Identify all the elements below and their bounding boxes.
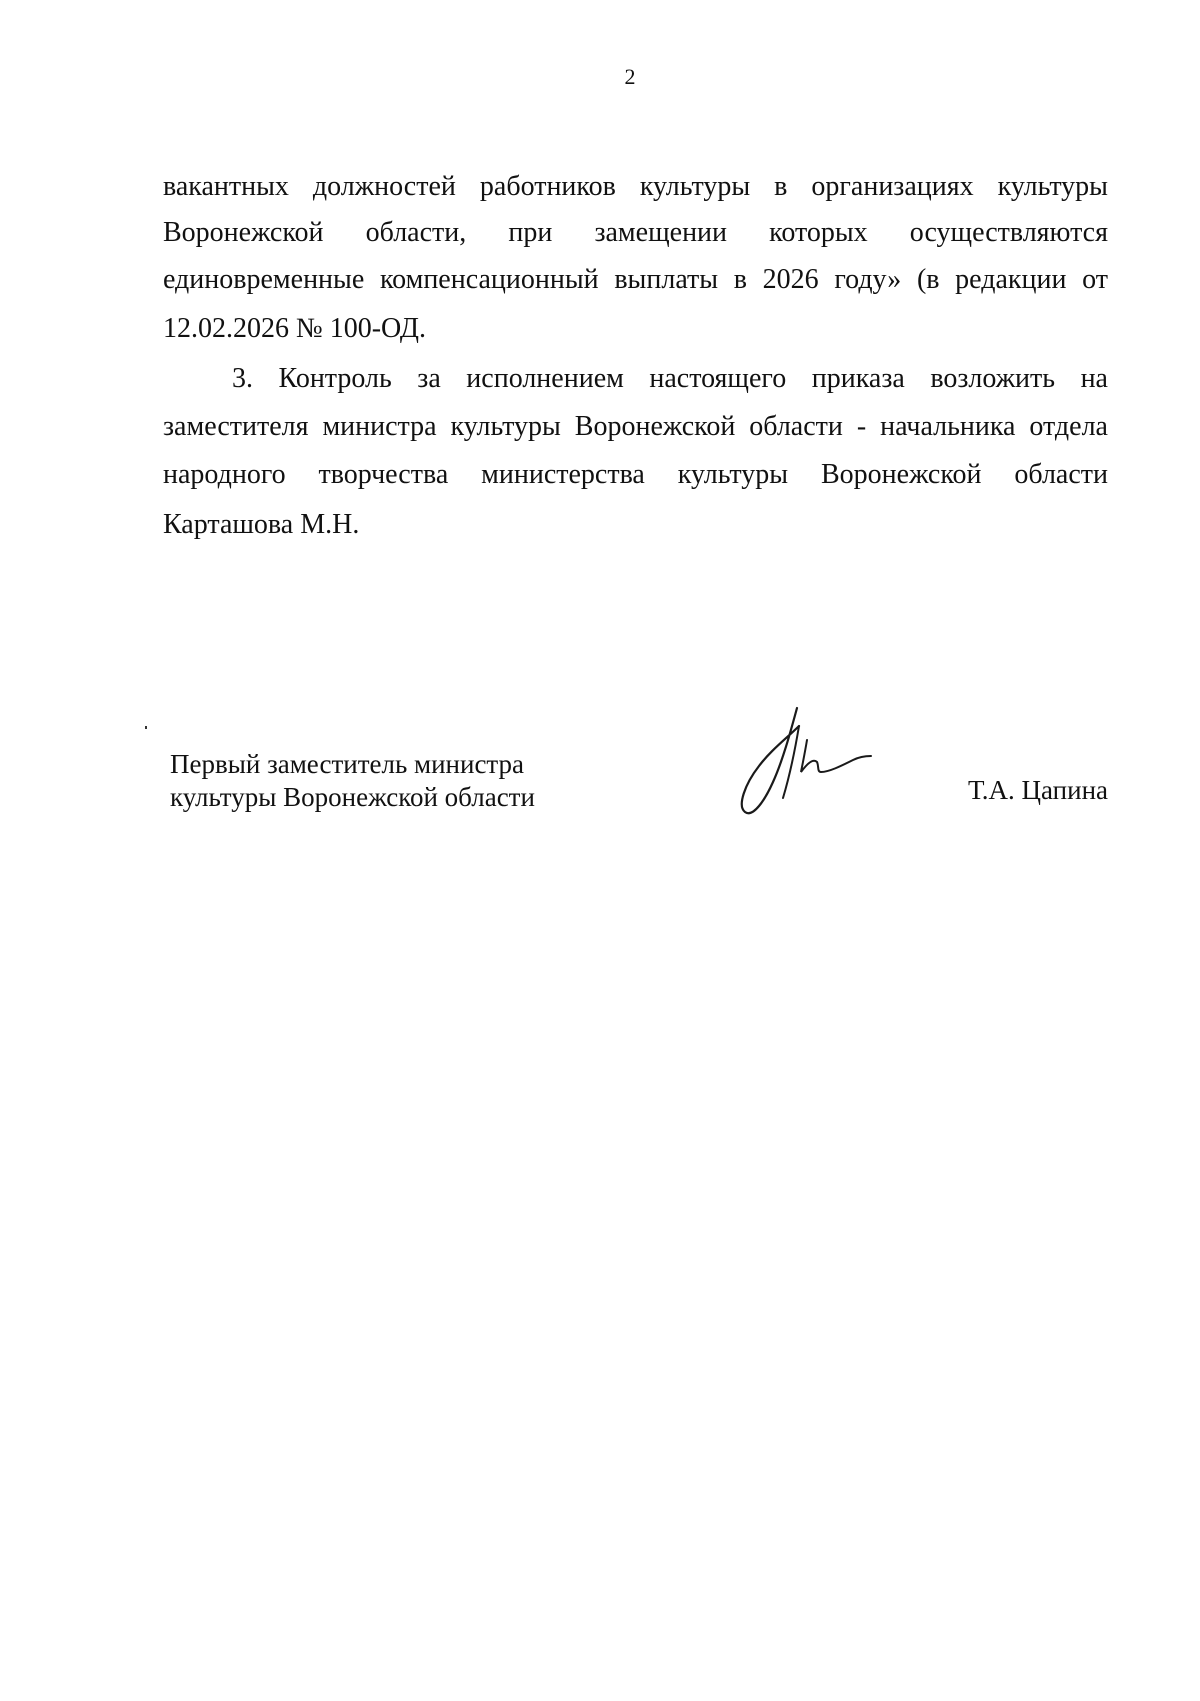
scan-mark: [145, 726, 147, 729]
signatory-position-line-1: Первый заместитель министра: [170, 749, 525, 779]
body-line-4: 12.02.2026 № 100-ОД.: [163, 313, 426, 344]
paragraph-3-line-4: Карташова М.Н.: [163, 509, 360, 540]
body-line-2: Воронежской области, при замещении которых осуществляются: [163, 217, 1108, 248]
paragraph-3-line-3: народного творчества министерства культуры Воронежской области: [163, 459, 1108, 490]
paragraph-3-line-1: 3. Контроль за исполнением настоящего приказа возложить на: [232, 363, 1108, 394]
handwritten-signature-icon: [725, 700, 875, 830]
signatory-position-line-2: культуры Воронежской области: [170, 782, 535, 812]
body-line-3: единовременные компенсационный выплаты в 2026 году» (в редакции от: [163, 264, 1108, 295]
signatory-name: Т.А. Цапина: [968, 775, 1108, 805]
signatory-position: [170, 748, 535, 814]
body-line-1: вакантных должностей работников культуры в организациях культуры: [163, 171, 1108, 202]
paragraph-3-line-2: заместителя министра культуры Воронежской области - начальника отдела: [163, 411, 1108, 442]
page-number: 2: [624, 64, 636, 89]
